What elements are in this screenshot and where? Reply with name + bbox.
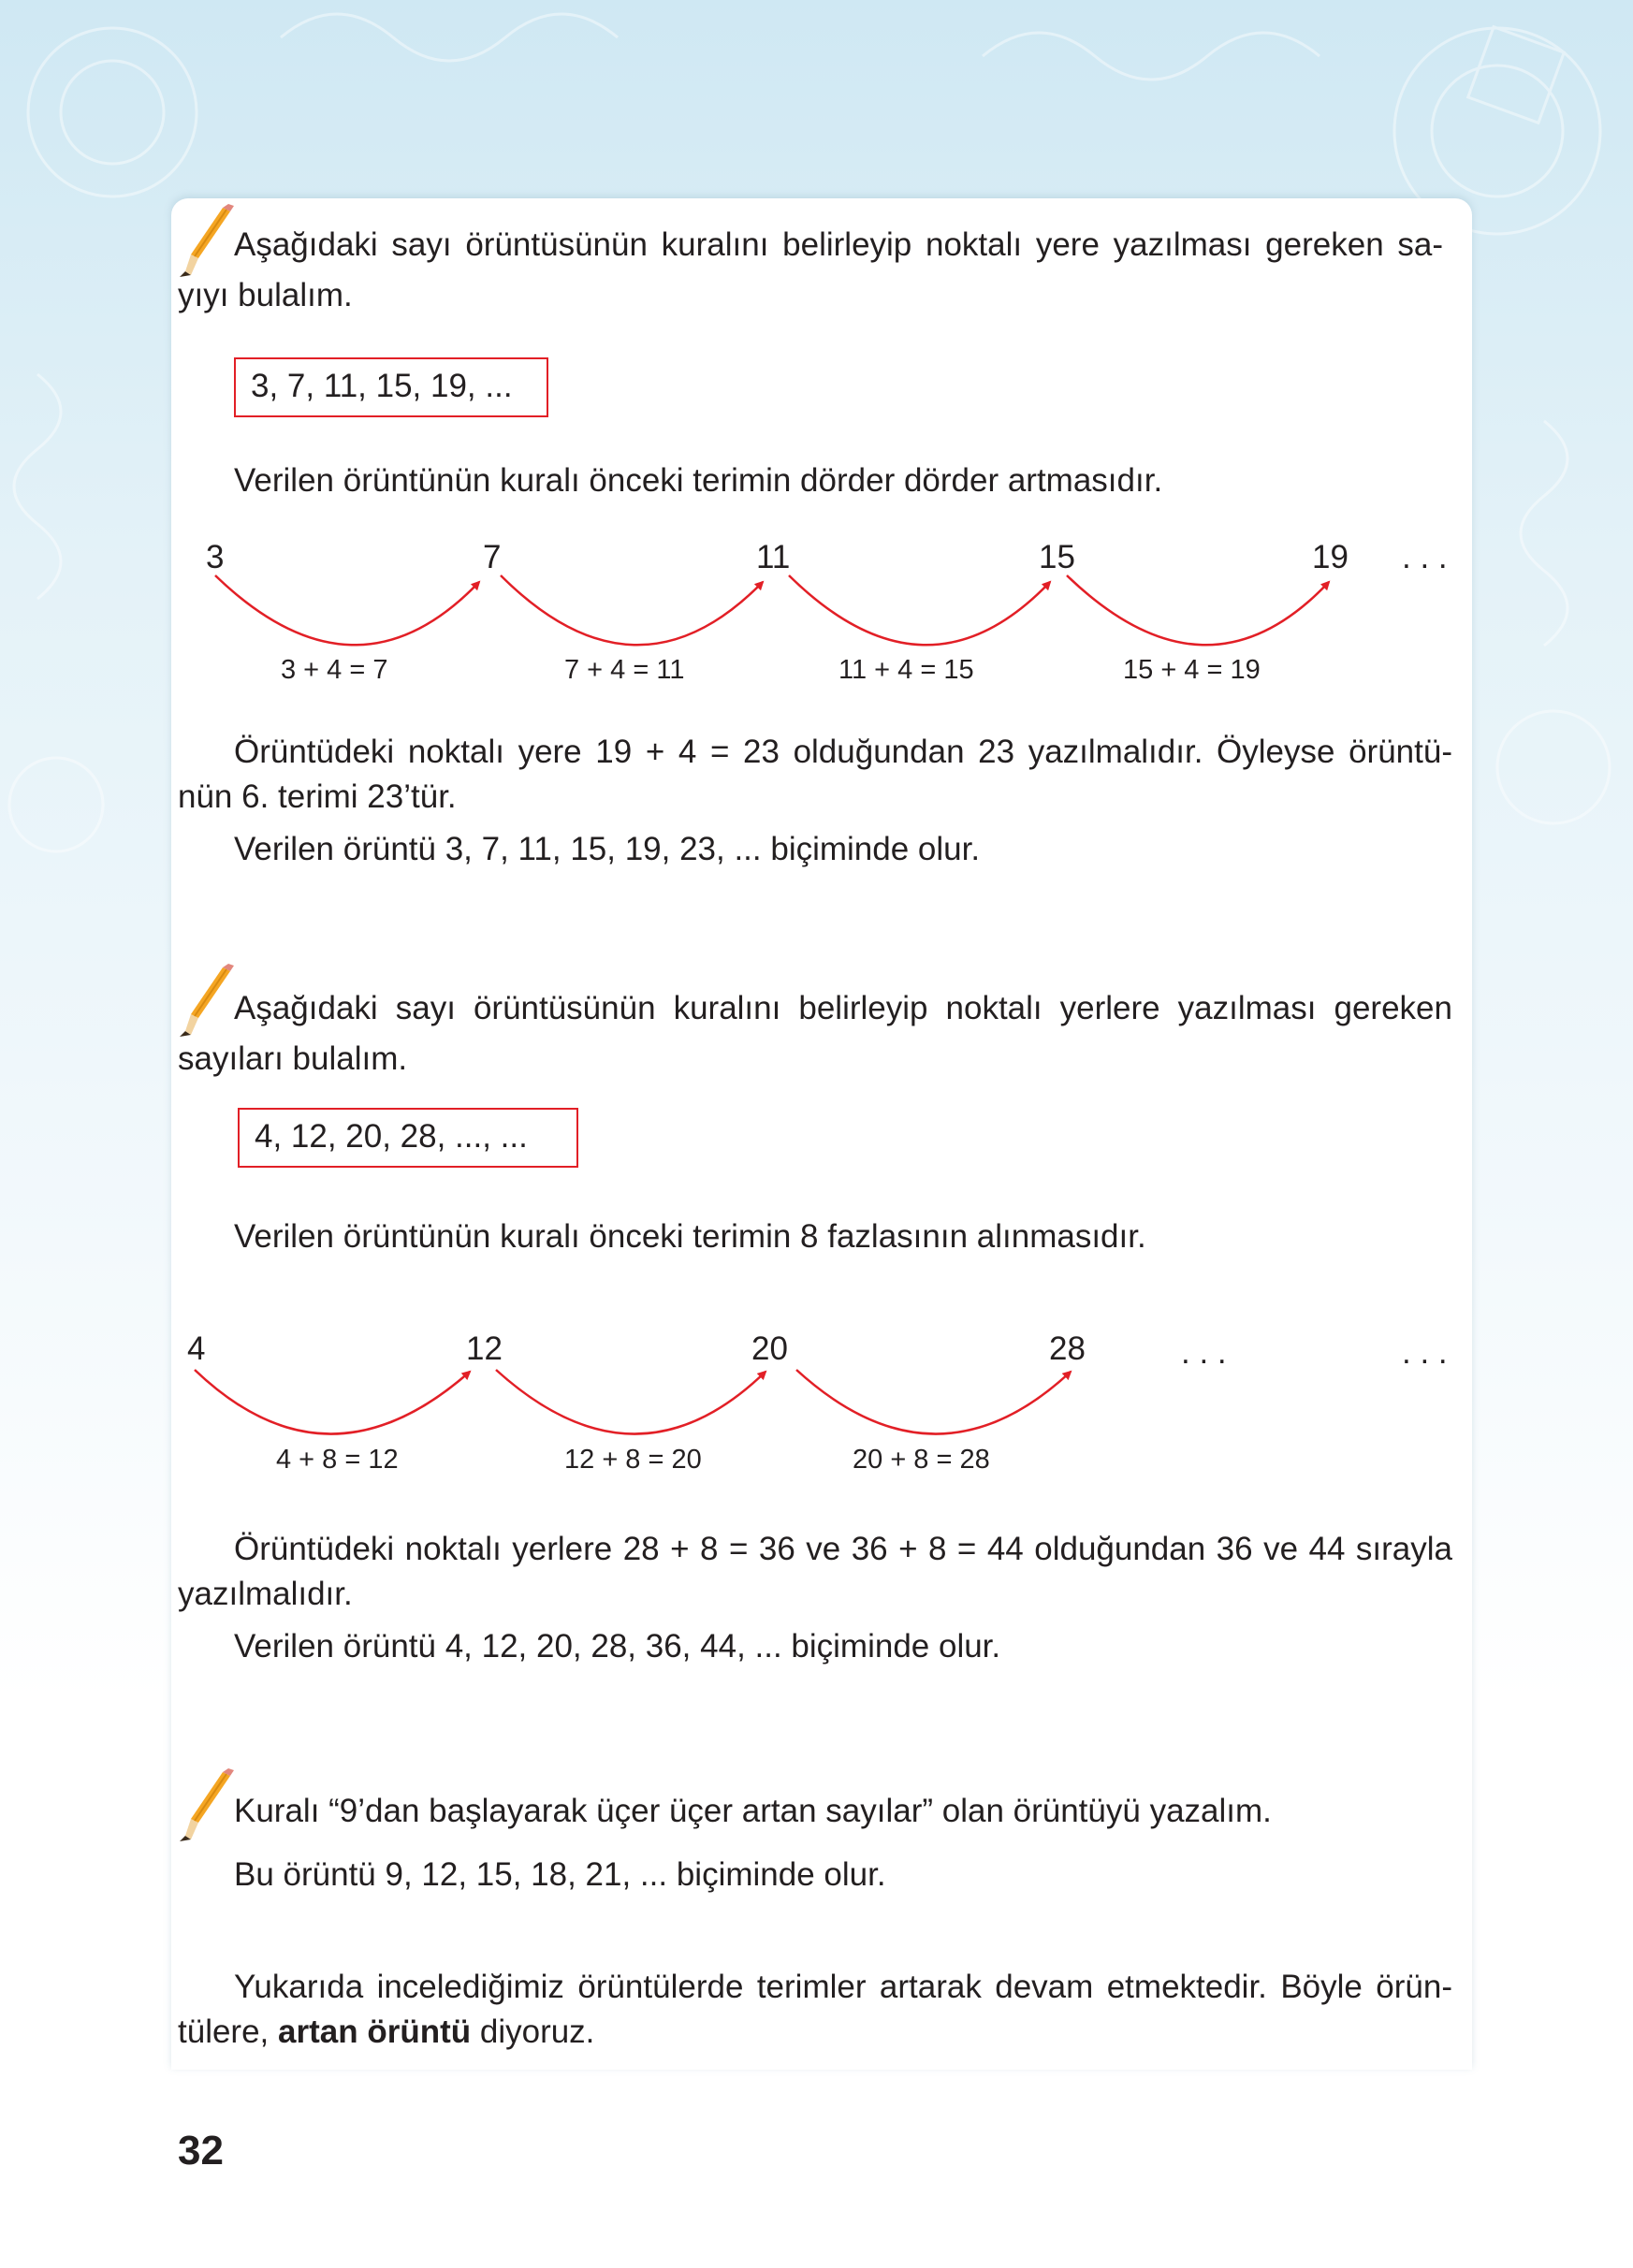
example3-intro: Kuralı “9’dan başlayarak üçer üçer artan sayılar” olan örüntüyü yazalım. <box>234 1793 1272 1829</box>
example1-term: 11 <box>756 539 791 575</box>
summary-line2 <box>178 2008 594 2057</box>
term-artan-oruntu: artan örüntü <box>278 2014 472 2050</box>
example1-ellipsis: . . . <box>1402 539 1448 575</box>
example2-ellipsis: . . . <box>1181 1334 1227 1371</box>
example1-term: 15 <box>1039 539 1075 575</box>
example1-conclusion-line1: Örüntüdeki noktalı yere 19 + 4 = 23 olduğundan 23 yazılmalıdır. Öyleyse örüntü- <box>234 734 1452 770</box>
example2-conclusion-line2: yazılmalıdır. <box>178 1576 353 1612</box>
example1-result: Verilen örüntü 3, 7, 11, 15, 19, 23, ... biçiminde olur. <box>234 831 981 867</box>
example2-term: 12 <box>466 1330 503 1367</box>
example1-term: 7 <box>483 539 502 575</box>
example2-intro-line1: Aşağıdaki sayı örüntüsünün kuralını belirleyip noktalı yerlere yazılması gereken <box>234 990 1452 1026</box>
example1-rule: Verilen örüntünün kuralı önceki terimin dörder dörder artmasıdır. <box>234 462 1163 499</box>
example1-term: 19 <box>1312 539 1349 575</box>
pencil-icon <box>178 964 238 1039</box>
example1-step: 11 + 4 = 15 <box>838 655 974 685</box>
page-number: 32 <box>178 2128 224 2174</box>
pencil-icon <box>178 204 238 279</box>
summary-line2-pre: tülere, <box>178 2014 270 2050</box>
example1-intro-line1: Aşağıdaki sayı örüntüsünün kuralını belirleyip noktalı yere yazılması gereken sa- <box>234 226 1443 263</box>
example2-step: 20 + 8 = 28 <box>853 1445 990 1475</box>
example1-term: 3 <box>206 539 225 575</box>
example1-step: 15 + 4 = 19 <box>1123 655 1261 685</box>
summary-line1: Yukarıda incelediğimiz örüntülerde terimler artarak devam etmektedir. Böyle örün- <box>234 1969 1452 2005</box>
example2-result: Verilen örüntü 4, 12, 20, 28, 36, 44, ... biçiminde olur. <box>234 1628 1001 1665</box>
summary-line2-post: diyoruz. <box>479 2014 595 2050</box>
example2-rule: Verilen örüntünün kuralı önceki terimin 8 fazlasının alınmasıdır. <box>234 1218 1146 1255</box>
example2-step: 12 + 8 = 20 <box>564 1445 702 1475</box>
example2-intro-line2: sayıları bulalım. <box>178 1040 408 1077</box>
example2-conclusion-line1: Örüntüdeki noktalı yerlere 28 + 8 = 36 ve 36 + 8 = 44 olduğundan 36 ve 44 sırayla <box>234 1531 1452 1567</box>
example2-pattern-box: 4, 12, 20, 28, ..., ... <box>238 1108 578 1168</box>
pencil-icon <box>178 1768 238 1843</box>
example1-conclusion-line2: nün 6. terimi 23’tür. <box>178 778 457 815</box>
example2-term: 28 <box>1049 1330 1086 1367</box>
example1-pattern-box: 3, 7, 11, 15, 19, ... <box>234 357 548 417</box>
example2-term: 20 <box>751 1330 788 1367</box>
example2-term: 4 <box>187 1330 206 1367</box>
example1-step: 7 + 4 = 11 <box>564 655 685 685</box>
example1-intro-line2: yıyı bulalım. <box>178 277 353 313</box>
example1-step: 3 + 4 = 7 <box>281 655 388 685</box>
example3-result: Bu örüntü 9, 12, 15, 18, 21, ... biçiminde olur. <box>234 1856 886 1893</box>
example2-step: 4 + 8 = 12 <box>276 1445 399 1475</box>
example2-ellipsis: . . . <box>1402 1334 1448 1371</box>
